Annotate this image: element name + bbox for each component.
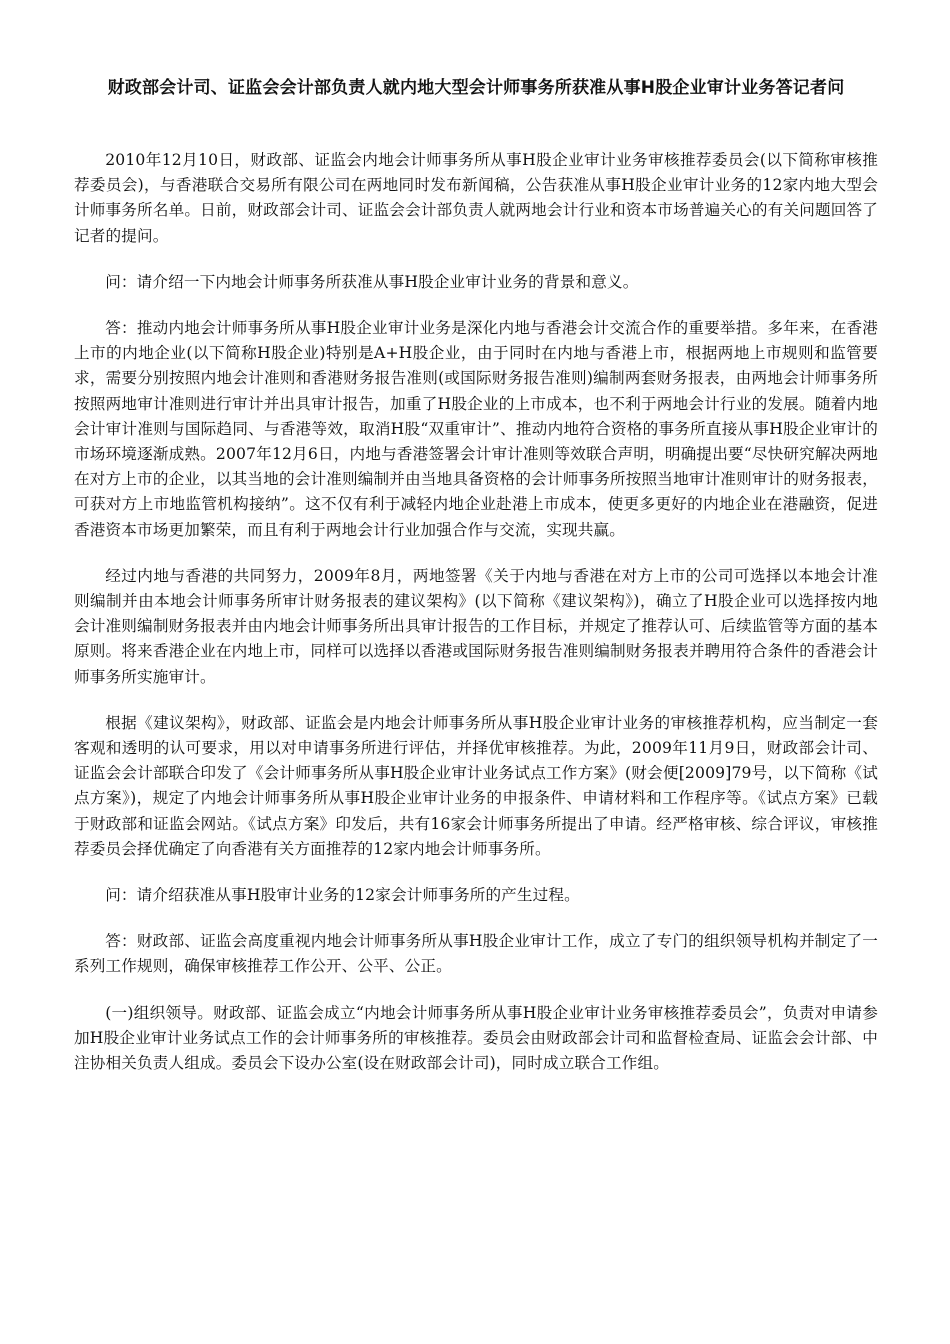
paragraph-intro: 2010年12月10日，财政部、证监会内地会计师事务所从事H股企业审计业务审核推荐委员会(以下简称审核推荐委员会)，与香港联合交易所有限公司在两地同时发布新闻稿，公告获准从事H股企业审计业务的12家内地大型会计师事务所名单。日前，财政部会计司、证监会会计部负责人就两地会计行业和资本市场普遍关心的有关问题回答了记者的提问。 [74, 151, 878, 245]
paragraph-answer-background: 答：推动内地会计师事务所从事H股企业审计业务是深化内地与香港会计交流合作的重要举措。多年来，在香港上市的内地企业(以下简称H股企业)特别是A+H股企业，由于同时在内地与香港上市，根据两地上市规则和监管要求，需要分别按照内地会计准则和香港财务报告准则(或国际财务报告准则)编制两套财务报表，由两地会计师事务所按照两地审计准则进行审计并出具审计报告，加重了H股企业的上市成本，也不利于两地会计行业的发展。随着内地会计审计准则与国际趋同、与香港等效，取消H股“双重审计”、推动内地符合资格的事务所直接从事H股企业审计的市场环境逐渐成熟。2007年12月6日，内地与香港签署会计审计准则等效联合声明，明确提出要“尽快研究解决两地在对方上市的企业，以其当地的会计准则编制并由当地具备资格的会计师事务所按照当地审计准则审计的财务报表，可获对方上市地监管机构接纳”。这不仅有利于减轻内地企业赴港上市成本，使更多更好的内地企业在港融资，促进香港资本市场更加繁荣，而且有利于两地会计行业加强合作与交流，实现共赢。 [74, 319, 878, 539]
paragraph-question-background: 问：请介绍一下内地会计师事务所获准从事H股企业审计业务的背景和意义。 [105, 272, 639, 291]
paragraph-framework: 经过内地与香港的共同努力，2009年8月，两地签署《关于内地与香港在对方上市的公司可选择以本地会计准则编制并由本地会计师事务所审计财务报表的建议架构》(以下简称《建议架构》)，确立了H股企业可以选择按内地会计准则编制财务报表并由内地会计师事务所出具审计报告的工作目标，并规定了推荐认可、后续监管等方面的基本原则。将来香港企业在内地上市，同样可以选择以香港或国际财务报告准则编制财务报表并聘用符合条件的香港会计师事务所实施审计。 [74, 566, 878, 686]
paragraph-organization: (一)组织领导。财政部、证监会成立“内地会计师事务所从事H股企业审计业务审核推荐委员会”，负责对申请参加H股企业审计业务试点工作的会计师事务所的审核推荐。委员会由财政部会计司和监督检查局、证监会会计部、中注协相关负责人组成。委员会下设办公室(设在财政部会计司)，同时成立联合工作组。 [74, 1003, 878, 1073]
paragraph-answer-process: 答：财政部、证监会高度重视内地会计师事务所从事H股企业审计工作，成立了专门的组织领导机构并制定了一系列工作规则，确保审核推荐工作公开、公平、公正。 [74, 932, 878, 976]
paragraph-question-process: 问：请介绍获准从事H股审计业务的12家会计师事务所的产生过程。 [105, 886, 580, 905]
document-title: 财政部会计司、证监会会计部负责人就内地大型会计师事务所获准从事H股企业审计业务答记者问 [107, 78, 845, 98]
document-body [74, 148, 878, 1097]
paragraph-pilot-plan: 根据《建议架构》，财政部、证监会是内地会计师事务所从事H股企业审计业务的审核推荐机构，应当制定一套客观和透明的认可要求，用以对申请事务所进行评估，并择优审核推荐。为此，2009年11月9日，财政部会计司、证监会会计部联合印发了《会计师事务所从事H股企业审计业务试点工作方案》(财会便[2009]79号，以下简称《试点方案》)，规定了内地会计师事务所从事H股企业审计业务的申报条件、申请材料和工作程序等。《试点方案》已载于财政部和证监会网站。《试点方案》印发后，共有16家会计师事务所提出了申请。经严格审核、综合评议，审核推荐委员会择优确定了向香港有关方面推荐的12家内地会计师事务所。 [74, 713, 878, 858]
